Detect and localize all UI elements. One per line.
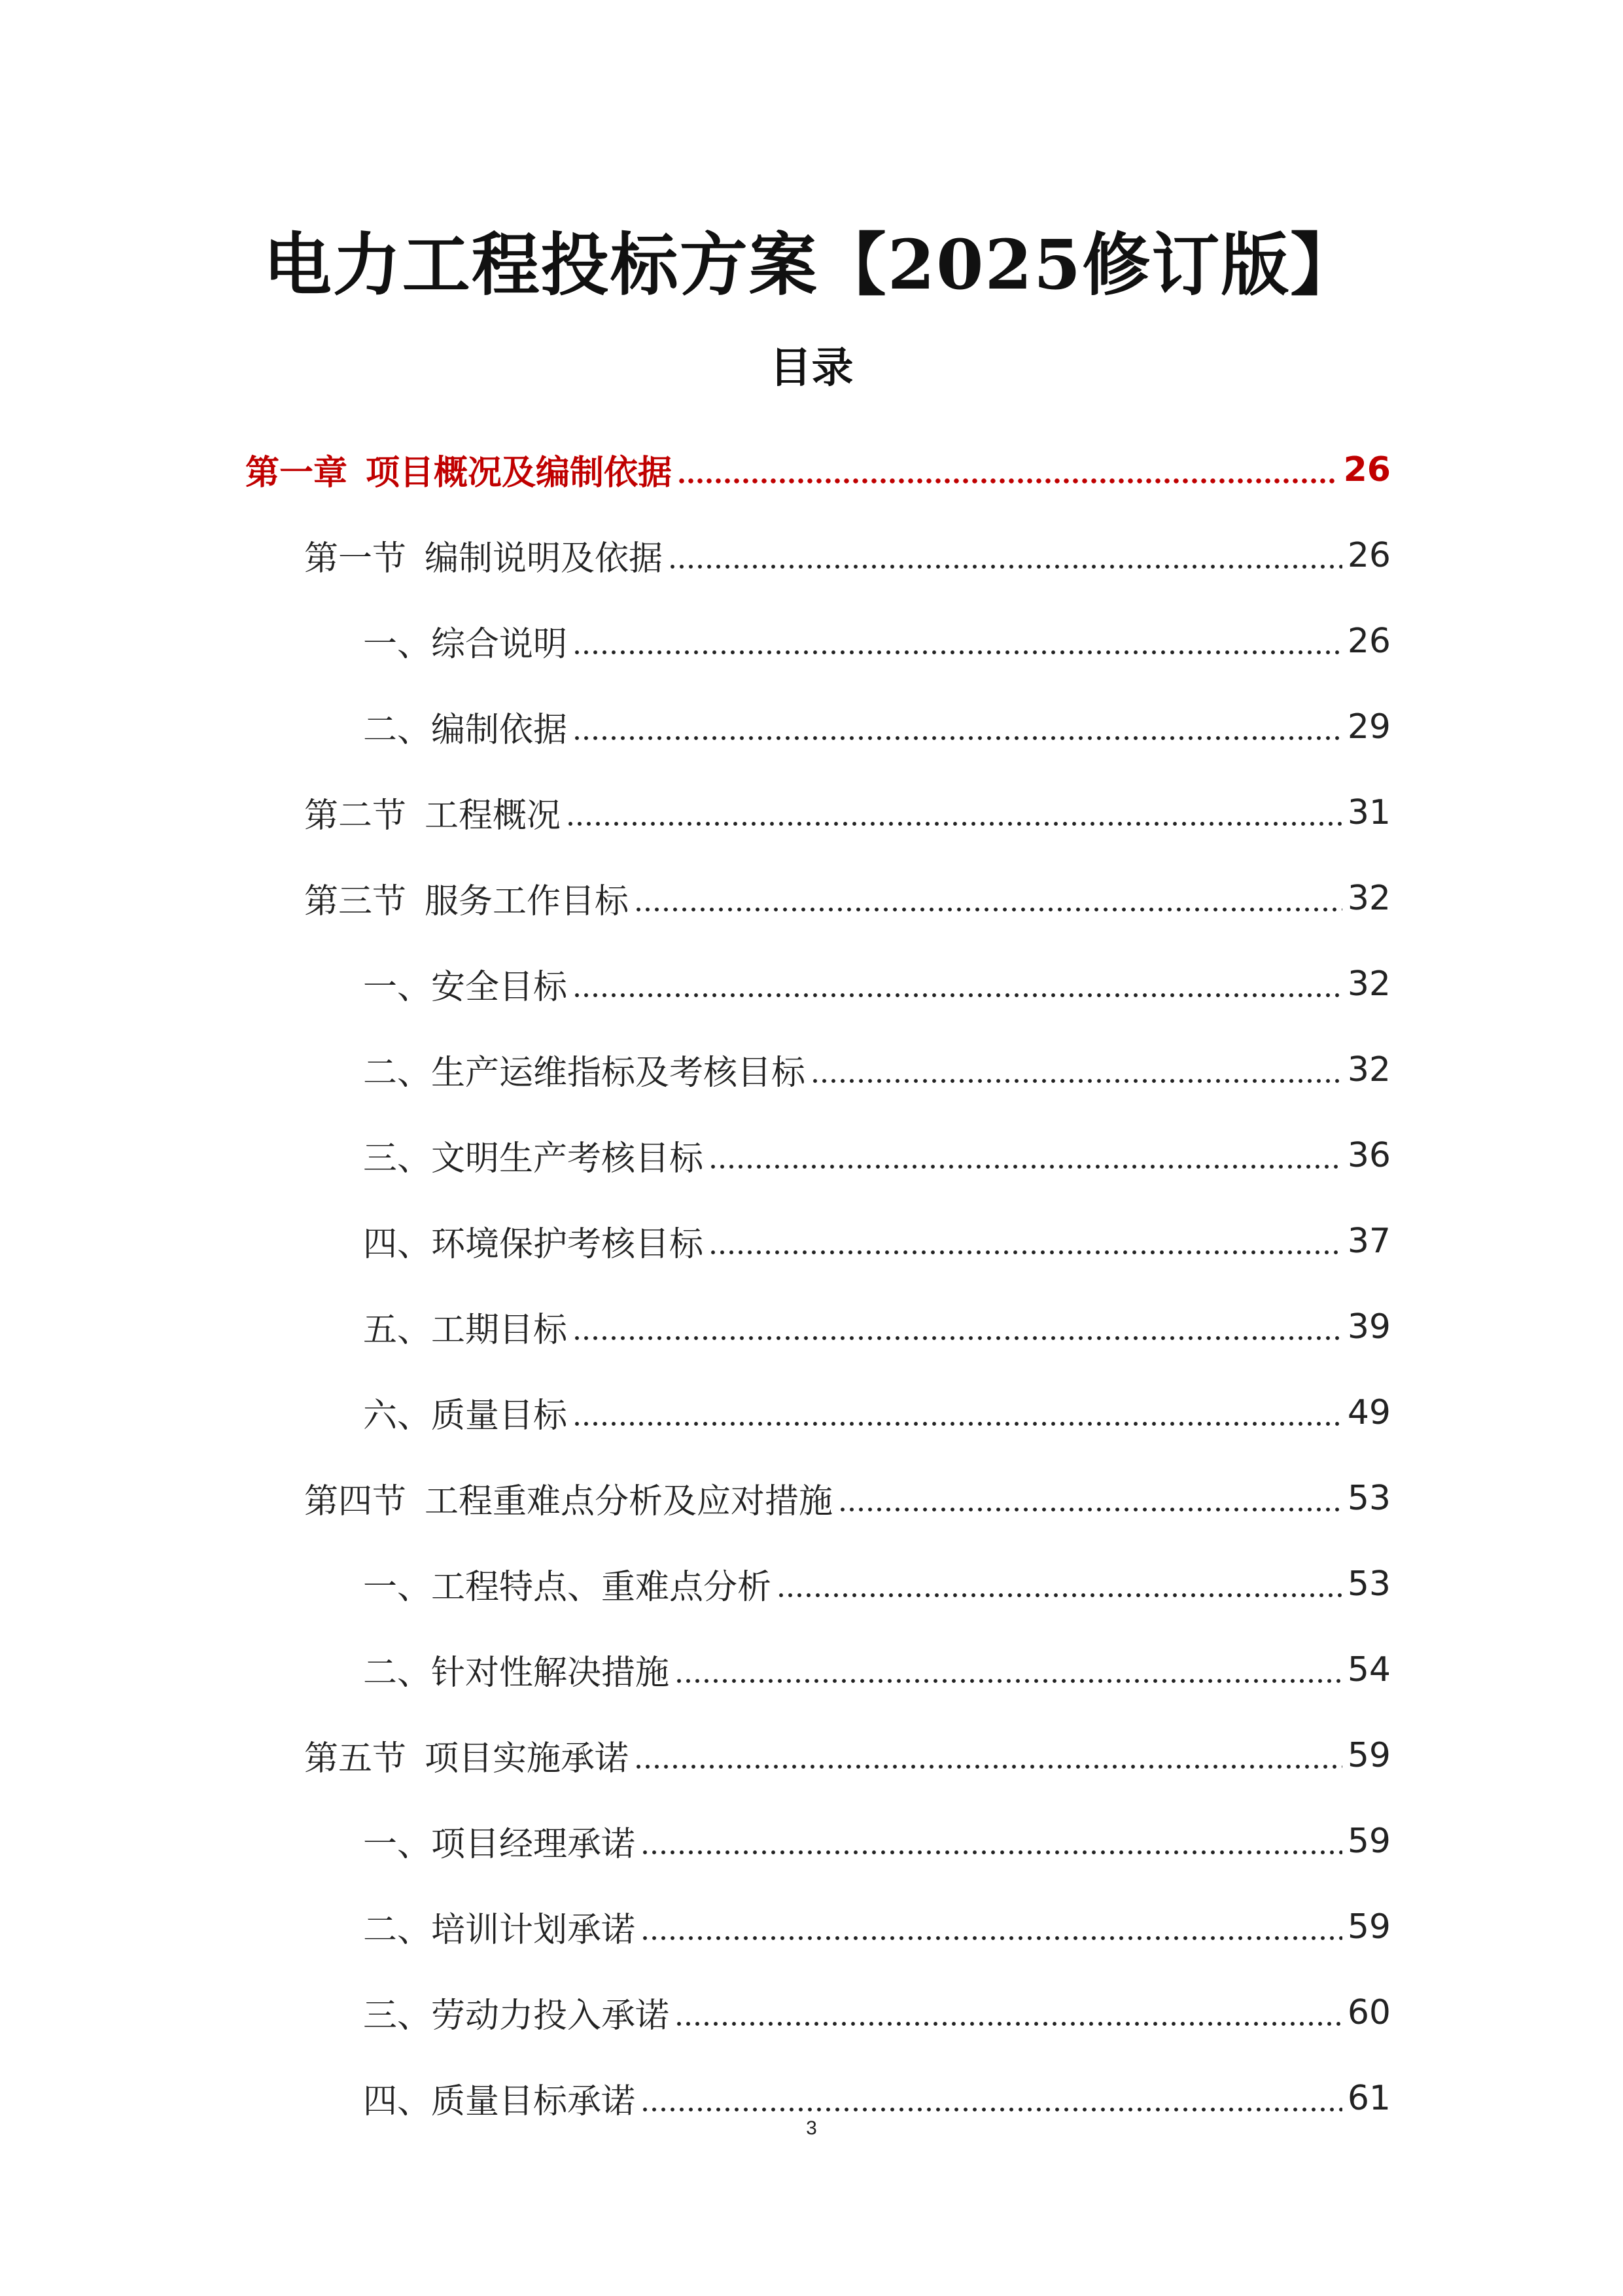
toc-leader-dots xyxy=(572,989,1342,1002)
toc-entry-text: 一、综合说明 xyxy=(363,625,568,664)
toc-entry-label xyxy=(363,959,567,1008)
toc-entry[interactable] xyxy=(245,769,1391,855)
toc-leader-dots xyxy=(677,474,1338,487)
toc-entry-label xyxy=(363,1302,567,1351)
toc-entry-prefix: 第一节 xyxy=(304,539,407,578)
toc-leader-dots xyxy=(640,2103,1342,2116)
toc-entry-page: 31 xyxy=(1347,792,1391,832)
toc-entry[interactable] xyxy=(245,855,1391,941)
toc-entry[interactable] xyxy=(245,941,1391,1027)
toc-entry[interactable] xyxy=(245,1284,1391,1369)
toc-entry-text: 二、编制依据 xyxy=(363,711,568,750)
toc-entry-page: 26 xyxy=(1347,535,1391,575)
toc-entry-text: 二、培训计划承诺 xyxy=(363,1911,636,1950)
toc-entry-text: 项目概况及编制依据 xyxy=(366,453,672,493)
toc-entry-page: 60 xyxy=(1347,1992,1391,2032)
toc-entry-text: 五、工期目标 xyxy=(363,1311,568,1350)
toc-entry-text: 编制说明及依据 xyxy=(425,539,663,578)
toc-entry[interactable] xyxy=(245,1627,1391,1712)
toc-entry-label xyxy=(363,616,567,665)
toc-entry-page: 53 xyxy=(1347,1564,1391,1604)
toc-entry-label xyxy=(304,788,561,837)
toc-leader-dots xyxy=(634,1760,1342,1773)
toc-entry-page: 49 xyxy=(1347,1392,1391,1432)
toc-entry-label xyxy=(363,1988,669,2037)
toc-entry-page: 32 xyxy=(1347,964,1391,1004)
toc-entry-page: 54 xyxy=(1347,1650,1391,1689)
toc-entry[interactable] xyxy=(245,1884,1391,1969)
toc-leader-dots xyxy=(572,732,1342,745)
toc-entry-page: 59 xyxy=(1347,1821,1391,1861)
toc-entry-prefix: 第一章 xyxy=(245,453,348,493)
toc-entry-page: 29 xyxy=(1347,707,1391,747)
toc-leader-dots xyxy=(572,646,1342,659)
toc-heading: 目录 xyxy=(769,344,854,393)
toc-entry-text: 一、工程特点、重难点分析 xyxy=(363,1568,772,1607)
toc-entry-text: 一、安全目标 xyxy=(363,968,568,1007)
toc-entry-prefix: 第二节 xyxy=(304,796,407,836)
toc-entry-label xyxy=(363,2074,635,2123)
toc-leader-dots xyxy=(674,2017,1342,2030)
toc-entry-text: 服务工作目标 xyxy=(425,882,629,921)
toc-entry-text: 二、针对性解决措施 xyxy=(363,1653,670,1693)
toc-entry-page: 36 xyxy=(1347,1135,1391,1175)
toc-entry[interactable] xyxy=(245,512,1391,598)
toc-entry[interactable] xyxy=(245,598,1391,684)
toc-entry-label xyxy=(304,874,629,923)
toc-entry[interactable] xyxy=(245,684,1391,769)
toc-entry-text: 三、劳动力投入承诺 xyxy=(363,1996,670,2036)
toc-entry-label xyxy=(304,1731,629,1780)
toc-entry-label xyxy=(363,1388,567,1437)
toc-leader-dots xyxy=(811,1074,1342,1087)
toc-entry-text: 三、文明生产考核目标 xyxy=(363,1139,704,1178)
toc-entry[interactable] xyxy=(245,1369,1391,1455)
toc-entry-text: 四、质量目标承诺 xyxy=(363,2082,636,2121)
toc-entry-page: 32 xyxy=(1347,878,1391,918)
toc-entry[interactable] xyxy=(245,427,1391,512)
toc-entry-text: 工程概况 xyxy=(425,796,561,836)
toc-entry-text: 一、项目经理承诺 xyxy=(363,1825,636,1864)
toc-leader-dots xyxy=(640,1932,1342,1945)
toc-entry[interactable] xyxy=(245,1798,1391,1884)
toc-entry-page: 59 xyxy=(1347,1907,1391,1947)
toc-leader-dots xyxy=(566,817,1342,830)
toc-entry-page: 37 xyxy=(1347,1221,1391,1261)
toc-leader-dots xyxy=(640,1846,1342,1859)
toc-entry-page: 39 xyxy=(1347,1307,1391,1347)
toc-entry-label xyxy=(304,531,663,580)
toc-entry-label xyxy=(363,1645,669,1694)
toc-leader-dots xyxy=(674,1674,1342,1687)
table-of-contents xyxy=(245,427,1391,2141)
toc-leader-dots xyxy=(777,1589,1342,1602)
toc-entry-label xyxy=(363,1816,635,1865)
toc-entry-text: 六、质量目标 xyxy=(363,1396,568,1436)
document-title: 电力工程投标方案【2025修订版】 xyxy=(263,224,1360,305)
toc-leader-dots xyxy=(838,1503,1342,1516)
toc-entry-page: 61 xyxy=(1347,2078,1391,2118)
toc-entry-text: 四、环境保护考核目标 xyxy=(363,1225,704,1264)
toc-entry-text: 工程重难点分析及应对措施 xyxy=(425,1482,833,1521)
toc-entry[interactable] xyxy=(245,1969,1391,2055)
toc-entry-page: 32 xyxy=(1347,1050,1391,1089)
toc-entry-prefix: 第五节 xyxy=(304,1739,407,1778)
toc-entry-page: 26 xyxy=(1347,621,1391,661)
toc-entry[interactable] xyxy=(245,1027,1391,1112)
toc-entry-label xyxy=(363,702,567,751)
toc-entry-label xyxy=(363,1559,771,1608)
toc-entry-text: 二、生产运维指标及考核目标 xyxy=(363,1053,806,1093)
toc-leader-dots xyxy=(668,560,1342,573)
toc-entry-label xyxy=(245,445,672,494)
toc-entry-prefix: 第三节 xyxy=(304,882,407,921)
page-number: 3 xyxy=(806,2117,817,2139)
toc-entry-page: 53 xyxy=(1347,1478,1391,1518)
toc-entry[interactable] xyxy=(245,1112,1391,1198)
toc-leader-dots xyxy=(708,1160,1342,1173)
toc-leader-dots xyxy=(572,1417,1342,1430)
toc-entry[interactable] xyxy=(245,1198,1391,1284)
toc-leader-dots xyxy=(572,1332,1342,1345)
toc-entry[interactable] xyxy=(245,1455,1391,1541)
toc-entry-prefix: 第四节 xyxy=(304,1482,407,1521)
toc-leader-dots xyxy=(634,903,1342,916)
toc-entry-label xyxy=(363,1131,703,1180)
toc-entry-label xyxy=(304,1474,833,1523)
toc-entry[interactable] xyxy=(245,1712,1391,1798)
toc-entry[interactable] xyxy=(245,1541,1391,1627)
toc-leader-dots xyxy=(708,1246,1342,1259)
toc-entry-page: 59 xyxy=(1347,1735,1391,1775)
toc-entry-page: 26 xyxy=(1343,450,1391,489)
toc-entry-text: 项目实施承诺 xyxy=(425,1739,629,1778)
toc-entry-label xyxy=(363,1902,635,1951)
toc-entry-label xyxy=(363,1216,703,1265)
toc-entry-label xyxy=(363,1045,805,1094)
